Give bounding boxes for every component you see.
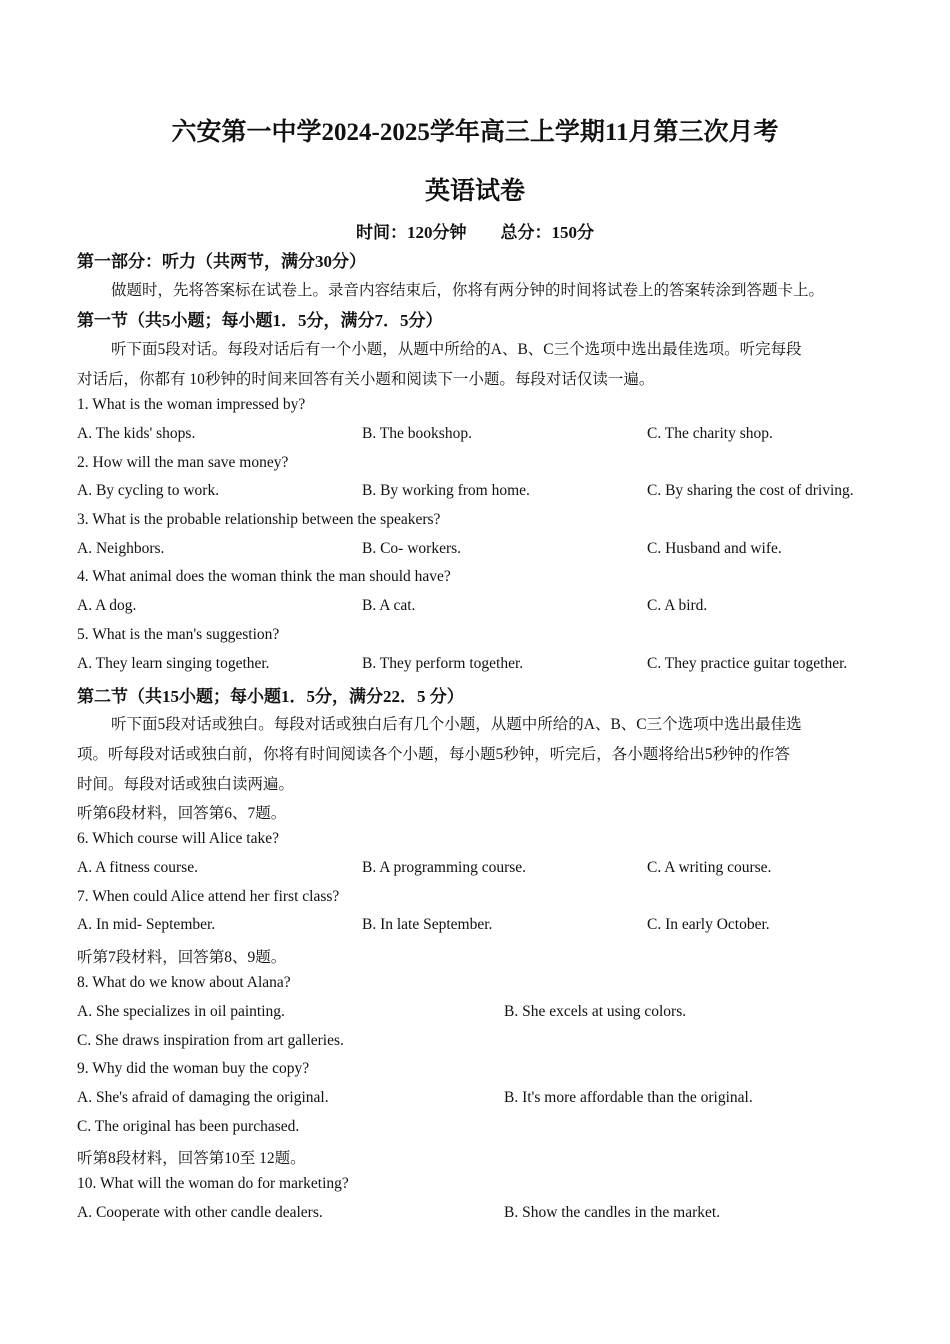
- q2-option-a: A. By cycling to work.: [77, 482, 220, 499]
- section1-heading: 第一节（共5小题；每小题1．5分，满分7．5分）: [77, 311, 443, 330]
- q7-option-a: A. In mid- September.: [77, 916, 216, 933]
- part1-instruction: 做题时，先将答案标在试卷上。录音内容结束后，你将有两分钟的时间将试卷上的答案转涂到答题卡上。: [111, 282, 825, 299]
- q6-option-b: B. A programming course.: [362, 859, 527, 876]
- question-6: 6. Which course will Alice take?: [77, 830, 280, 847]
- q1-option-a: A. The kids' shops.: [77, 425, 196, 442]
- section1-instruction-2: 对话后，你都有 10秒钟的时间来回答有关小题和阅读下一小题。每段对话仅读一遍。: [77, 371, 655, 388]
- exam-title: 六安第一中学2024-2025学年高三上学期11月第三次月考: [171, 119, 779, 146]
- part1-heading: 第一部分：听力（共两节，满分30分）: [77, 252, 366, 271]
- section1-instruction-1: 听下面5段对话。每段对话后有一个小题，从题中所给的A、B、C三个选项中选出最佳选项。听完每段: [111, 341, 802, 358]
- q8-option-b: B. She excels at using colors.: [504, 1003, 687, 1020]
- q7-option-b: B. In late September.: [362, 916, 493, 933]
- q8-option-c: C. She draws inspiration from art galleries.: [77, 1032, 344, 1049]
- material-8-note: 听第8段材料，回答第10至 12题。: [77, 1150, 306, 1167]
- q9-option-b: B. It's more affordable than the original.: [504, 1089, 753, 1106]
- q1-option-c: C. The charity shop.: [647, 425, 773, 442]
- material-7-note: 听第7段材料，回答第8、9题。: [77, 949, 287, 966]
- q4-option-a: A. A dog.: [77, 597, 137, 614]
- question-8: 8. What do we know about Alana?: [77, 974, 291, 991]
- q2-option-c: C. By sharing the cost of driving.: [647, 482, 854, 499]
- question-10: 10. What will the woman do for marketing?: [77, 1175, 349, 1192]
- time-score-info: 时间：120分钟 总分：150分: [356, 223, 594, 242]
- q8-option-a: A. She specializes in oil painting.: [77, 1003, 285, 1020]
- question-9: 9. Why did the woman buy the copy?: [77, 1060, 310, 1077]
- section2-instruction-1: 听下面5段对话或独白。每段对话或独白后有几个小题，从题中所给的A、B、C三个选项中选出最佳选: [111, 716, 802, 733]
- q4-option-c: C. A bird.: [647, 597, 708, 614]
- q1-option-b: B. The bookshop.: [362, 425, 472, 442]
- q3-option-c: C. Husband and wife.: [647, 540, 782, 557]
- q5-option-a: A. They learn singing together.: [77, 655, 270, 672]
- q10-option-b: B. Show the candles in the market.: [504, 1204, 721, 1221]
- question-2: 2. How will the man save money?: [77, 454, 289, 471]
- q10-option-a: A. Cooperate with other candle dealers.: [77, 1204, 323, 1221]
- question-4: 4. What animal does the woman think the man should have?: [77, 568, 451, 585]
- question-7: 7. When could Alice attend her first class?: [77, 888, 340, 905]
- q3-option-a: A. Neighbors.: [77, 540, 165, 557]
- q7-option-c: C. In early October.: [647, 916, 770, 933]
- q4-option-b: B. A cat.: [362, 597, 416, 614]
- q5-option-b: B. They perform together.: [362, 655, 524, 672]
- section2-heading: 第二节（共15小题；每小题1．5分，满分22．5 分）: [77, 687, 464, 706]
- question-3: 3. What is the probable relationship between the speakers?: [77, 511, 441, 528]
- section2-instruction-3: 时间。每段对话或独白读两遍。: [77, 776, 295, 793]
- q3-option-b: B. Co- workers.: [362, 540, 462, 557]
- q6-option-c: C. A writing course.: [647, 859, 772, 876]
- question-1: 1. What is the woman impressed by?: [77, 396, 306, 413]
- section2-instruction-2: 项。听每段对话或独白前，你将有时间阅读各个小题，每小题5秒钟，听完后，各小题将给出5秒钟的作答: [77, 746, 791, 763]
- q9-option-a: A. She's afraid of damaging the original.: [77, 1089, 329, 1106]
- question-5: 5. What is the man's suggestion?: [77, 626, 280, 643]
- q5-option-c: C. They practice guitar together.: [647, 655, 848, 672]
- q2-option-b: B. By working from home.: [362, 482, 530, 499]
- q6-option-a: A. A fitness course.: [77, 859, 198, 876]
- q9-option-c: C. The original has been purchased.: [77, 1118, 300, 1135]
- material-6-note: 听第6段材料，回答第6、7题。: [77, 805, 287, 822]
- exam-subtitle: 英语试卷: [424, 178, 525, 205]
